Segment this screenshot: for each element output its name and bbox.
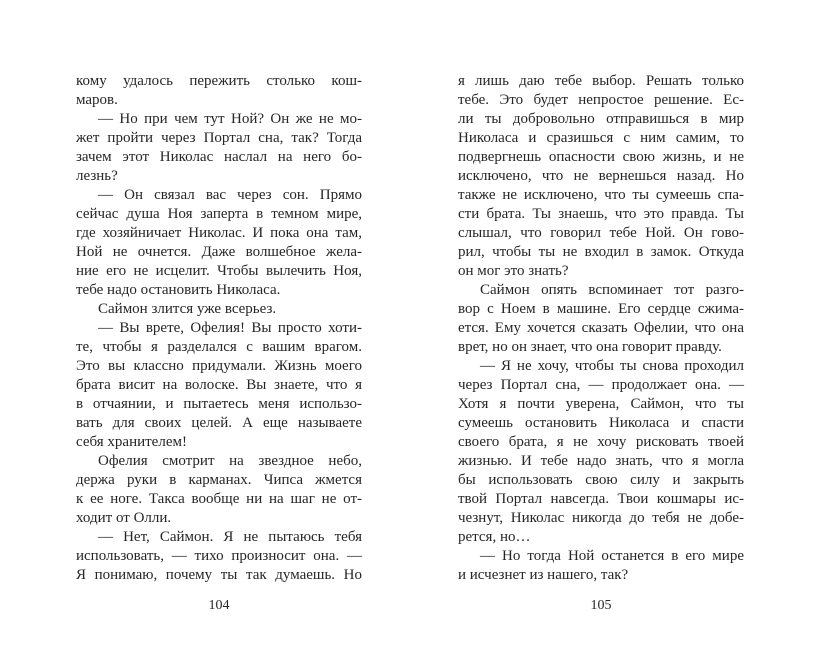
text-line: вать для своих целей. А еще называете bbox=[76, 415, 362, 431]
text-line: он мог это знать? bbox=[458, 263, 569, 279]
text-line: использовать, — тихо произносит она. — bbox=[76, 548, 362, 564]
paragraph bbox=[76, 452, 362, 528]
text-line: бы использовать свою силу и закрыть bbox=[458, 472, 744, 488]
text-line: те, чтобы я разделался с вашим врагом. bbox=[76, 339, 362, 355]
paragraph bbox=[76, 72, 362, 110]
text-line: Офелия смотрит на звездное небо, bbox=[98, 453, 362, 469]
text-line: Николаса и сразишься с ним самим, то bbox=[458, 130, 744, 146]
text-line: Саймон злится уже всерьез. bbox=[98, 301, 277, 317]
text-line: жет пройти через Портал сна, так? Тогда bbox=[76, 130, 362, 146]
text-line: и исчезнет из нашего, так? bbox=[458, 567, 629, 583]
paragraph bbox=[458, 547, 744, 585]
text-line: где хозяйничает Николас. И пока она там, bbox=[76, 225, 362, 241]
text-line: ходит от Олли. bbox=[76, 510, 172, 526]
text-line: маров. bbox=[76, 92, 118, 108]
text-line: сти брата. Ты знаешь, что это правда. Ты bbox=[458, 206, 744, 222]
text-line: Я понимаю, почему ты так думаешь. Но bbox=[76, 567, 362, 583]
paragraph bbox=[76, 319, 362, 452]
right-page-number: 105 bbox=[590, 598, 612, 613]
text-line: Саймон опять вспоминает тот разго- bbox=[480, 282, 744, 298]
text-line: — Я не хочу, чтобы ты снова проходил bbox=[480, 358, 744, 374]
text-line: ется. Ему хочется сказать Офелии, что она bbox=[458, 320, 744, 336]
text-line: твой Портал навсегда. Твои кошмары ис- bbox=[458, 491, 744, 507]
text-line: брата висит на волоске. Вы знаете, что я bbox=[76, 377, 362, 393]
text-line: рется, но… bbox=[458, 529, 531, 545]
text-line: вор с Ноем в машине. Его сердце сжима- bbox=[458, 301, 744, 317]
text-line: — Он связал вас через сон. Прямо bbox=[98, 187, 362, 203]
text-line: тебе надо остановить Николаса. bbox=[76, 282, 281, 298]
text-line: лезнь? bbox=[76, 168, 118, 184]
right-page-text bbox=[458, 72, 744, 585]
paragraph bbox=[76, 300, 362, 319]
text-line: ли ты добровольно отправишься в мир bbox=[458, 111, 744, 127]
text-line: тебе. Это будет непростое решение. Ес- bbox=[458, 92, 744, 108]
text-line: через Портал сна, — продолжает она. — bbox=[458, 377, 744, 393]
paragraph bbox=[76, 528, 362, 585]
text-line: себя хранителем! bbox=[76, 434, 187, 450]
text-line: врет, но он знает, что она говорит правду. bbox=[458, 339, 722, 355]
text-line: подвергнешь опасности свою жизнь, и не bbox=[458, 149, 744, 165]
text-line: кому удалось пережить столько кош- bbox=[76, 73, 362, 89]
paragraph bbox=[458, 281, 744, 357]
text-line: — Нет, Саймон. Я не пытаюсь тебя bbox=[98, 529, 362, 545]
text-line: исключено, что не вернешься назад. Но bbox=[458, 168, 744, 184]
text-line: — Вы врете, Офелия! Вы просто хоти- bbox=[98, 320, 362, 336]
text-line: рил, чтобы ты не входил в замок. Откуда bbox=[458, 244, 744, 260]
text-line: ние его не исцелит. Чтобы вылечить Ноя, bbox=[76, 263, 362, 279]
text-line: Ной не очнется. Даже волшебное жела- bbox=[76, 244, 362, 260]
text-line: Это вы классно придумали. Жизнь моего bbox=[76, 358, 362, 374]
text-line: — Но тогда Ной останется в его мире bbox=[480, 548, 744, 564]
left-page-text bbox=[76, 72, 362, 585]
text-line: зачем этот Николас наслал на него бо- bbox=[76, 149, 362, 165]
text-line: сейчас душа Ноя заперта в темном мире, bbox=[76, 206, 362, 222]
text-line: своего брата, я не хочу рисковать твоей bbox=[458, 434, 744, 450]
text-line: Хотя я почти уверена, Саймон, что ты bbox=[458, 396, 744, 412]
paragraph bbox=[458, 72, 744, 281]
paragraph bbox=[76, 186, 362, 300]
text-line: к ее ноге. Такса вообще ни на шаг не от- bbox=[76, 491, 362, 507]
paragraph bbox=[458, 357, 744, 547]
text-line: сумеешь остановить Николаса и спасти bbox=[458, 415, 744, 431]
text-line: также не исключено, что ты сумеешь спа- bbox=[458, 187, 744, 203]
left-page-number: 104 bbox=[208, 598, 230, 613]
text-line: — Но при чем тут Ной? Он же не мо- bbox=[98, 111, 362, 127]
text-line: держа руки в карманах. Чипса жмется bbox=[76, 472, 362, 488]
text-line: чезнут, Николас никогда до тебя не добе- bbox=[458, 510, 744, 526]
text-line: слышал, что говорил тебе Ной. Он гово- bbox=[458, 225, 744, 241]
paragraph bbox=[76, 110, 362, 186]
text-line: в отчаянии, и пытаетесь меня использо- bbox=[76, 396, 362, 412]
text-line: жизнью. И тебе надо знать, что я могла bbox=[458, 453, 744, 469]
text-line: я лишь даю тебе выбор. Решать только bbox=[458, 73, 744, 89]
